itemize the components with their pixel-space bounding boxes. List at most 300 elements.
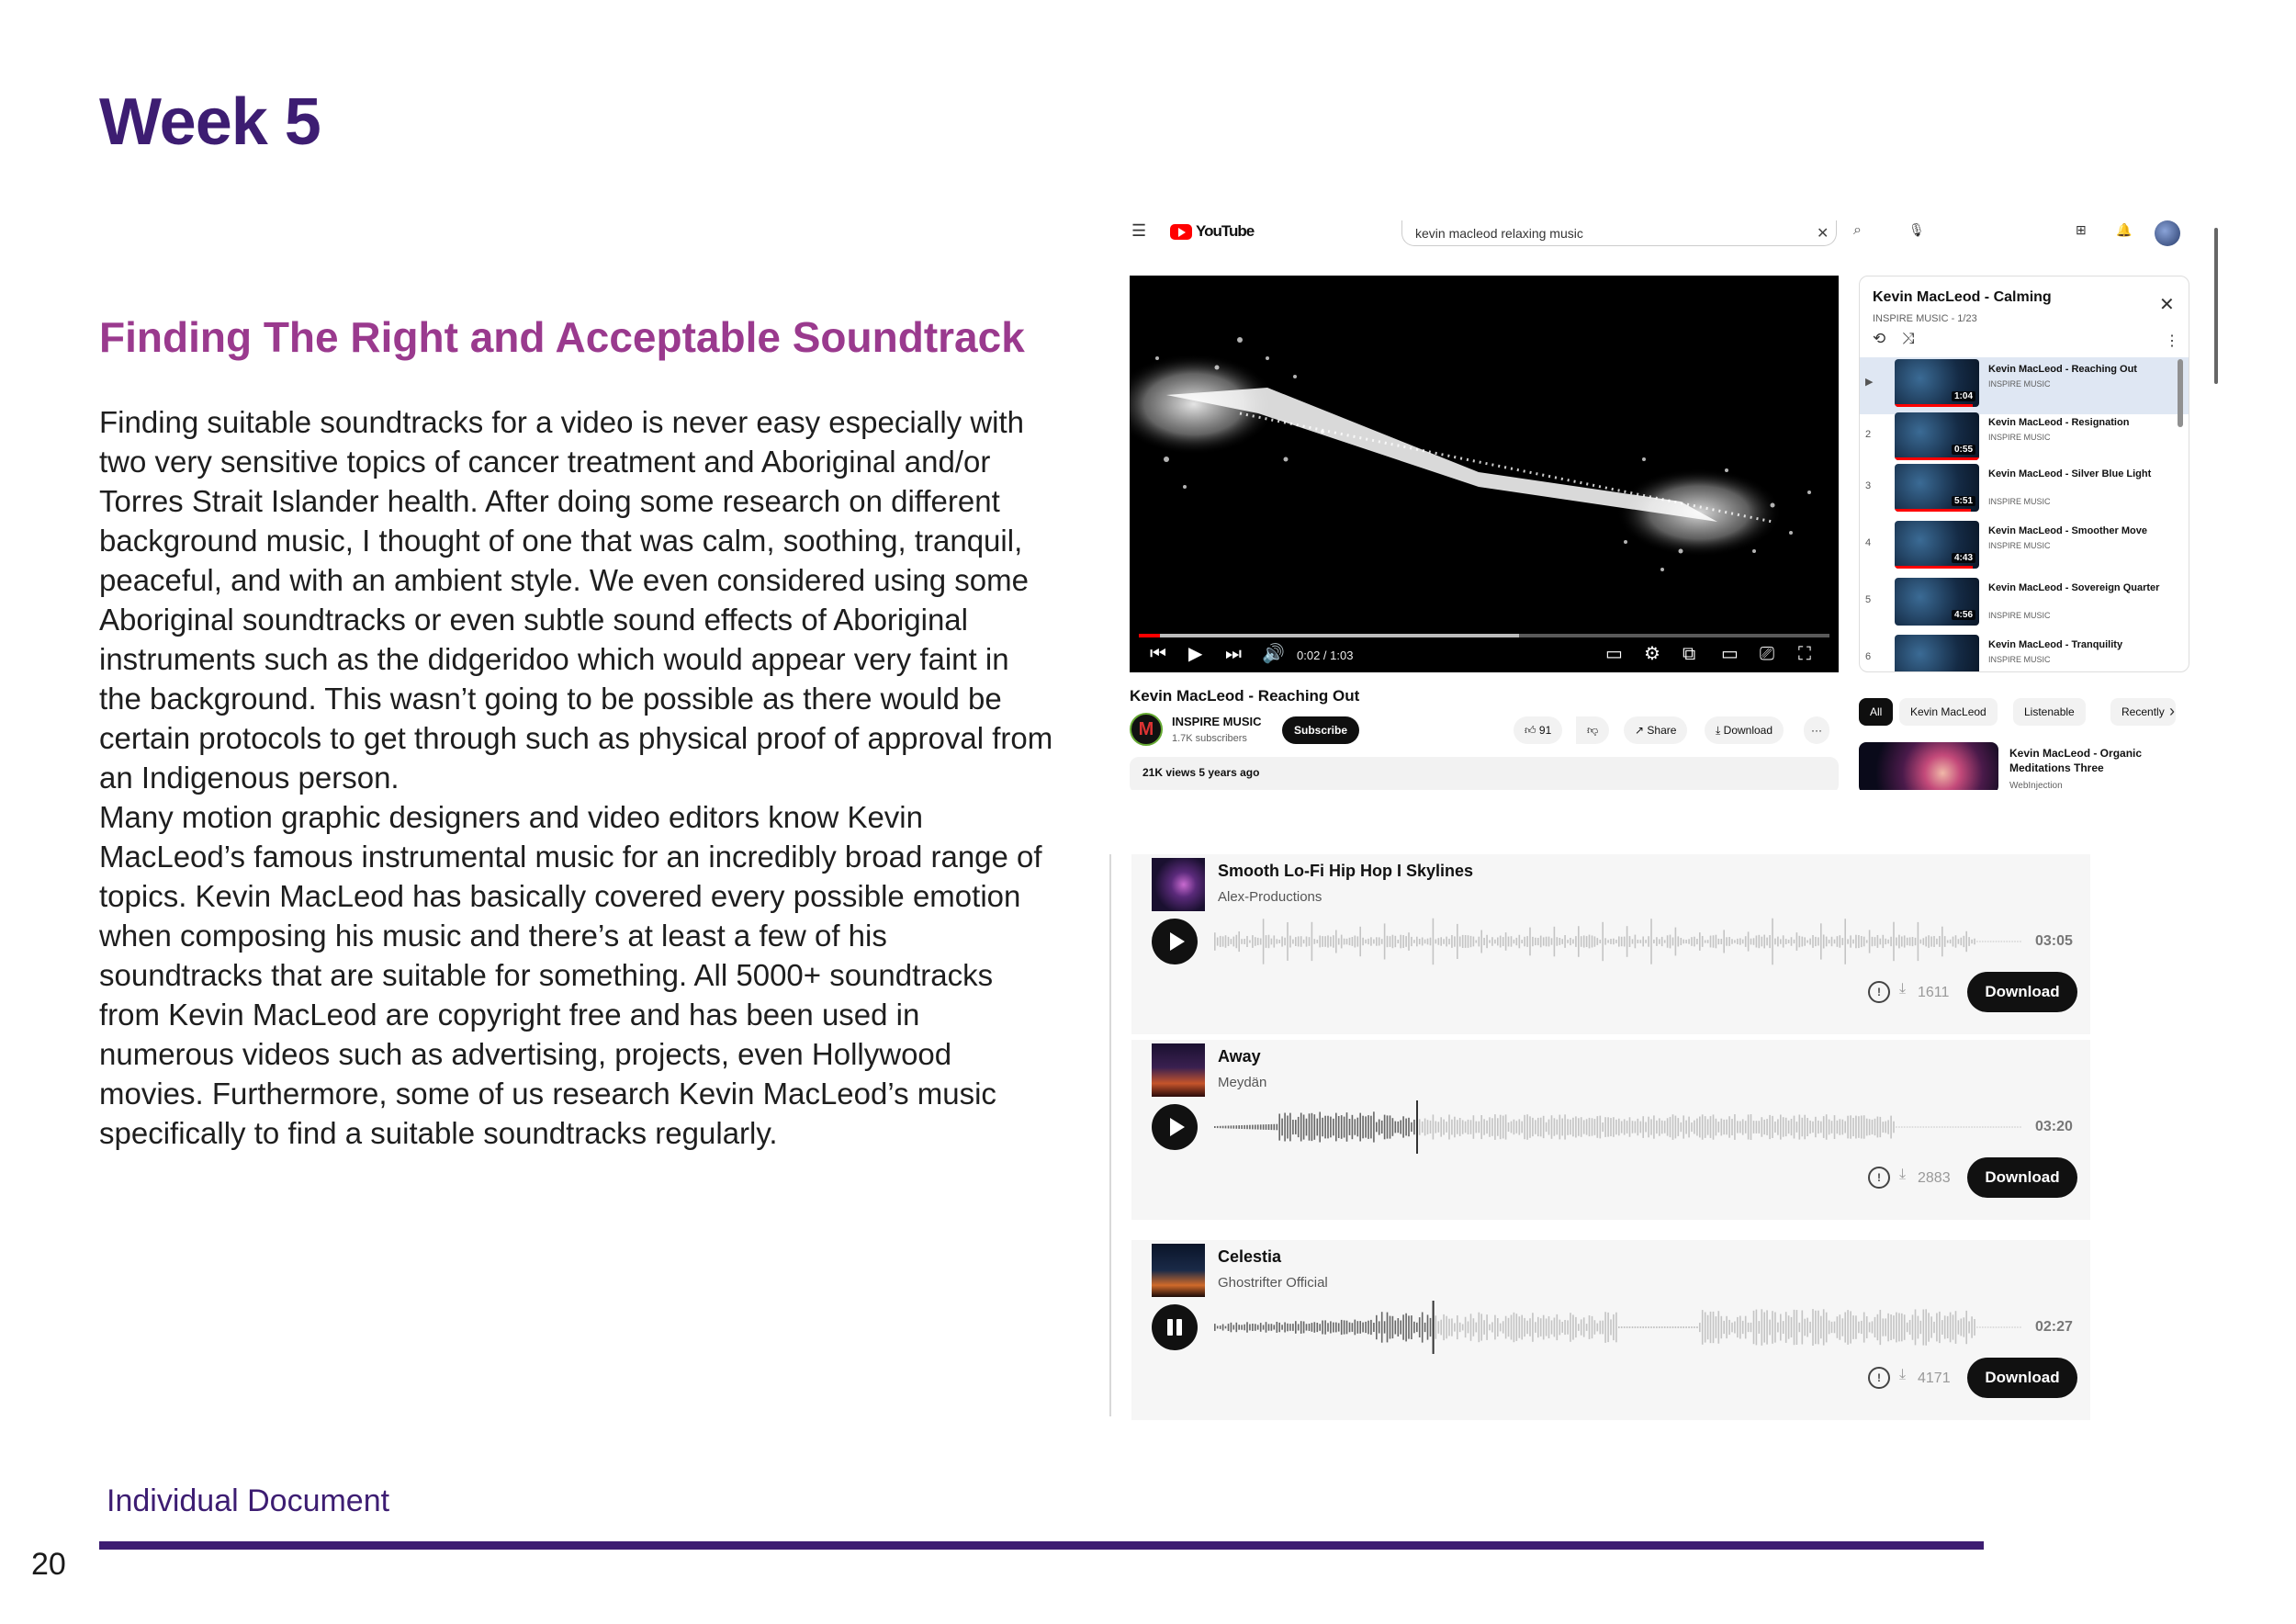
waveform-bar: [1233, 1325, 1235, 1330]
waveform-bar: [1648, 1117, 1649, 1138]
waveform-bar: [1804, 937, 1806, 945]
waveform-bar: [1483, 938, 1485, 945]
waveform-bar: [1635, 935, 1637, 949]
waveform-bar: [1745, 936, 1747, 947]
waveform-bar: [1532, 937, 1534, 946]
waveform-bar: [1753, 938, 1755, 945]
waveform-bar: [1675, 1326, 1677, 1328]
waveform-bar: [1503, 1116, 1504, 1139]
waveform-bar: [1823, 1309, 1825, 1345]
waveform-bar: [1486, 1121, 1488, 1133]
waveform-bar: [1799, 1115, 1801, 1140]
waveform-bar: [1424, 1323, 1426, 1332]
waveform-bar: [1246, 1322, 1248, 1332]
track-title[interactable]: Smooth Lo-Fi Hip Hop I Skylines: [1218, 862, 1474, 880]
waveform-bar: [1277, 1124, 1278, 1131]
page-scrollbar[interactable]: [2214, 228, 2218, 384]
waveform-bar: [1314, 1114, 1316, 1140]
playlist-item-channel: INSPIRE MUSIC: [1988, 611, 2051, 620]
waveform-bar: [1928, 1127, 1930, 1128]
play-button[interactable]: [1152, 1104, 1198, 1150]
waveform-bar: [1920, 1127, 1922, 1128]
waveform-bar: [1317, 1119, 1319, 1136]
waveform-bar: [1225, 1126, 1227, 1129]
waveform-bar: [1642, 937, 1644, 947]
waveform-bar: [1783, 1117, 1784, 1137]
playlist-scrollbar[interactable]: [2178, 359, 2183, 427]
waveform-bar: [1349, 938, 1351, 945]
waveform-bar: [1794, 1116, 1795, 1139]
waveform-bar: [1788, 1315, 1790, 1339]
waveform-bar: [1529, 1116, 1531, 1138]
waveform-bar: [1756, 1121, 1758, 1133]
waveform-bar: [1365, 1116, 1367, 1137]
waveform-bar: [1405, 936, 1407, 947]
download-count-icon: ⤓: [1899, 1167, 1907, 1182]
waveform-bar: [1731, 1119, 1733, 1135]
waveform-bar: [1257, 938, 1259, 945]
hamburger-menu-icon[interactable]: ☰: [1131, 221, 1147, 240]
waveform-bar: [1739, 938, 1741, 944]
waveform-bar: [1626, 1326, 1628, 1328]
waveform-bar: [1559, 1115, 1561, 1140]
waveform-bar: [1791, 1119, 1793, 1135]
waveform-bar: [1214, 1126, 1216, 1128]
waveform-bar: [1278, 940, 1280, 943]
waveform-bar: [1688, 1117, 1690, 1138]
waveform-bar: [1433, 919, 1435, 964]
youtube-logo[interactable]: [1170, 222, 1254, 241]
waveform-bar: [1497, 938, 1499, 946]
like-count: 91: [1538, 724, 1552, 737]
waveform-bar: [1476, 1323, 1478, 1333]
waveform-bar: [1629, 936, 1631, 947]
waveform-bar: [1842, 1318, 1844, 1336]
waveform-bar: [1961, 938, 1963, 945]
video-progress-bar[interactable]: [1139, 634, 1829, 637]
waveform-bar: [1255, 1125, 1256, 1130]
waveform-bar: [1866, 1316, 1868, 1338]
waveform-bar: [1904, 1127, 1906, 1128]
track-artist[interactable]: Alex-Productions: [1218, 889, 1322, 905]
waveform-bar: [1257, 1124, 1259, 1129]
settings-gear-icon[interactable]: ⚙: [1644, 644, 1660, 664]
track-waveform[interactable]: [1214, 915, 2022, 968]
waveform-bar: [1621, 937, 1623, 946]
waveform-bar: [1901, 1314, 1903, 1342]
waveform-bar: [1826, 1114, 1828, 1140]
waveform-bar: [1424, 940, 1426, 943]
waveform-bar: [1791, 1317, 1793, 1337]
playlist-item-index: 6: [1865, 651, 1872, 662]
waveform-bar: [1578, 1118, 1580, 1135]
playlist-item-title: Kevin MacLeod - Resignation: [1988, 417, 2130, 428]
waveform-bar: [1772, 1116, 1773, 1138]
waveform-bar: [1866, 940, 1868, 942]
waveform-bar: [1769, 1115, 1771, 1139]
playlist-panel: [1859, 276, 2189, 672]
filter-chip[interactable]: All: [1859, 698, 1893, 726]
waveform-bar: [1322, 1118, 1323, 1136]
waveform-bar: [1395, 1321, 1397, 1335]
waveform-bar: [1716, 1316, 1717, 1338]
download-button[interactable]: Download: [1967, 1358, 2077, 1398]
recommended-thumbnail[interactable]: [1859, 742, 1998, 790]
waveform-bar: [1844, 1122, 1846, 1133]
playlist-subtitle: INSPIRE MUSIC - 1/23: [1873, 313, 1977, 324]
license-info-icon[interactable]: !: [1868, 981, 1890, 1003]
waveform-bar: [1688, 1326, 1690, 1328]
waveform-bar: [1231, 1323, 1232, 1333]
waveform-bar: [1766, 1119, 1768, 1135]
pause-button[interactable]: [1152, 1304, 1198, 1350]
search-input[interactable]: kevin macleod relaxing music: [1401, 220, 1837, 246]
filter-chip[interactable]: Recently: [2110, 698, 2176, 726]
track-artwork[interactable]: [1152, 1043, 1205, 1097]
share-button[interactable]: [1624, 716, 1687, 744]
track-card: [1131, 1040, 2090, 1220]
waveform-bar: [1809, 1322, 1811, 1333]
waveform-bar: [2006, 1127, 2008, 1128]
waveform-bar: [1818, 1121, 1819, 1133]
waveform-bar: [1759, 1121, 1761, 1133]
more-vertical-icon[interactable]: ⋮: [2165, 333, 2179, 349]
subscribe-button[interactable]: Subscribe: [1282, 716, 1359, 744]
download-button[interactable]: Download: [1967, 1157, 2077, 1198]
waveform-bar: [1413, 1322, 1415, 1334]
track-artwork[interactable]: [1152, 1244, 1205, 1297]
waveform-bar: [1901, 1127, 1903, 1128]
waveform-bar: [1723, 1321, 1725, 1334]
waveform-bar: [1874, 1119, 1876, 1135]
download-count: 4171: [1918, 1370, 1951, 1386]
chevron-right-icon[interactable]: ›: [2169, 702, 2175, 720]
waveform-bar: [1642, 1116, 1644, 1138]
waveform-bar: [1236, 1323, 1238, 1332]
waveform-bar: [1462, 1120, 1464, 1133]
waveform-bar: [1465, 1317, 1467, 1338]
waveform-bar: [1993, 1127, 1995, 1128]
waveform-bar: [1225, 935, 1227, 948]
waveform-bar: [1976, 1327, 1978, 1328]
download-icon: ⤓: [1716, 724, 1721, 737]
waveform-bar: [1772, 1311, 1773, 1344]
waveform-bar: [1376, 1122, 1378, 1133]
waveform-bar: [1505, 932, 1507, 951]
track-title[interactable]: Celestia: [1218, 1247, 1282, 1266]
panel-edge: [1109, 854, 1111, 1416]
waveform-bar: [1716, 935, 1717, 949]
video-description-box[interactable]: [1130, 757, 1839, 790]
waveform-bar: [1837, 936, 1839, 947]
channel-avatar[interactable]: M: [1130, 713, 1163, 746]
waveform-bar: [1451, 1120, 1453, 1135]
waveform-bar: [1618, 1119, 1620, 1136]
waveform-bar: [1454, 1117, 1456, 1138]
waveform-bar: [1852, 940, 1854, 944]
cast-icon[interactable]: ⎚: [1760, 644, 1774, 664]
waveform-bar: [1785, 939, 1787, 944]
waveform-bar: [1564, 1114, 1566, 1139]
volume-icon[interactable]: 🔊: [1262, 644, 1285, 664]
youtube-topbar: [1128, 219, 2219, 244]
waveform-bar: [1476, 1122, 1478, 1133]
waveform-bar: [1694, 1326, 1695, 1328]
waveform-bar: [1823, 1116, 1825, 1138]
waveform-bar: [1324, 1320, 1326, 1334]
waveform-bar: [1503, 937, 1504, 946]
play-icon[interactable]: ▶: [1188, 644, 1203, 664]
playlist-item[interactable]: [1860, 576, 2189, 633]
recommended-title[interactable]: Kevin MacLeod - Organic Meditations Three: [2009, 747, 2143, 774]
waveform-bar: [1405, 1314, 1407, 1342]
playlist-item[interactable]: [1860, 519, 2189, 576]
waveform-bar: [1241, 1325, 1243, 1329]
waveform-bar: [1281, 936, 1283, 946]
waveform-bar: [1688, 939, 1690, 943]
waveform-bar: [1769, 1320, 1771, 1336]
waveform-bar: [1958, 1320, 1960, 1334]
waveform-bar: [1941, 927, 1943, 957]
loop-icon[interactable]: ⟲: [1873, 330, 1886, 347]
track-title[interactable]: Away: [1218, 1047, 1261, 1066]
waveform-bar: [1820, 1316, 1822, 1339]
waveform-bar: [1723, 930, 1725, 953]
download-button[interactable]: Download: [1967, 972, 2077, 1012]
waveform-bar: [2017, 1327, 2019, 1328]
playhead[interactable]: [1416, 1100, 1418, 1154]
waveform-bar: [1893, 1315, 1895, 1339]
waveform-bar: [1645, 1326, 1647, 1328]
like-button[interactable]: [1514, 716, 1562, 744]
notifications-bell-icon[interactable]: 🔔: [2116, 222, 2133, 237]
waveform-bar: [1847, 1116, 1849, 1139]
waveform-bar: [1842, 938, 1844, 945]
waveform-bar: [1971, 1127, 1973, 1128]
waveform-bar: [1390, 936, 1391, 947]
waveform-bar: [1664, 1326, 1666, 1328]
waveform-bar: [1327, 1323, 1329, 1331]
waveform-bar: [1327, 935, 1329, 947]
track-artwork[interactable]: [1152, 858, 1205, 911]
waveform-bar: [1295, 1120, 1297, 1134]
waveform-bar: [1459, 1118, 1461, 1136]
waveform-bar: [1266, 1124, 1267, 1130]
body-paragraph-1: Finding suitable soundtracks for a video is never easy especially with two very sensitive topics of cancer treatment and Aboriginal and/or Torres Strait Islander health. After doing some research on different background music, I thought of one that was calm, soothing, tranquil, peaceful, and with an ambient style. We even considered using some Aboriginal soundtracks or even subtle sound effects of Aboriginal instruments such as the didgeridoo which would appear very faint in the background. This wasn’t going to be possible as there would be certain protocols to get through such as physical proof of approval from an Indigenous person.: [99, 405, 1053, 795]
waveform-bar: [1503, 1321, 1504, 1333]
waveform-bar: [1716, 1119, 1717, 1136]
waveform-bar: [1246, 1125, 1248, 1129]
waveform-bar: [1640, 1326, 1642, 1328]
download-button[interactable]: [1705, 716, 1784, 744]
waveform-bar: [1604, 1117, 1606, 1137]
waveform-bar: [1535, 1322, 1536, 1333]
waveform-bar: [1309, 1324, 1311, 1331]
create-video-icon[interactable]: ⊞: [2076, 222, 2087, 237]
section-heading: Finding The Right and Acceptable Soundtrack: [99, 313, 1025, 361]
more-actions-button[interactable]: ···: [1804, 716, 1829, 744]
waveform-bar: [1683, 940, 1684, 944]
waveform-bar: [1457, 924, 1458, 959]
previous-icon[interactable]: ⏮: [1150, 644, 1166, 664]
waveform-bar: [1322, 936, 1323, 947]
footer-rule: [99, 1541, 1984, 1550]
waveform-bar: [1548, 1316, 1550, 1338]
waveform-bar: [1500, 1115, 1502, 1140]
filter-chip[interactable]: Listenable: [2013, 698, 2086, 726]
watched-progress: [1895, 457, 1979, 460]
waveform-bar: [1653, 1115, 1655, 1138]
waveform-bar: [1480, 1314, 1482, 1340]
waveform-bar: [1387, 1115, 1389, 1138]
track-waveform[interactable]: [1214, 1100, 2022, 1154]
waveform-bar: [1635, 1326, 1637, 1328]
waveform-bar: [1335, 1323, 1337, 1333]
waveform-bar: [1802, 1118, 1804, 1136]
waveform-bar: [1338, 1323, 1340, 1331]
playhead[interactable]: [1433, 1301, 1435, 1354]
account-avatar[interactable]: [2155, 220, 2180, 246]
waveform-bar: [1820, 923, 1822, 959]
waveform-bar: [1638, 940, 1639, 943]
playlist-item[interactable]: [1860, 633, 2189, 672]
waveform-bar: [1877, 1117, 1879, 1138]
license-info-icon[interactable]: !: [1868, 1167, 1890, 1189]
waveform-bar: [1742, 1119, 1744, 1134]
waveform-bar: [1855, 1315, 1857, 1339]
dislike-button[interactable]: [1576, 716, 1609, 744]
waveform-bar: [1696, 1326, 1698, 1328]
track-artist[interactable]: Meydän: [1218, 1075, 1267, 1090]
clear-search-icon[interactable]: ✕: [1817, 226, 1829, 242]
waveform-bar: [1543, 937, 1545, 945]
playlist-title[interactable]: Kevin MacLeod - Calming: [1873, 289, 2052, 305]
waveform-bar: [1314, 939, 1316, 944]
video-views-date: 21K views 5 years ago: [1142, 766, 1260, 779]
waveform-bar: [1877, 935, 1879, 948]
waveform-bar: [1419, 939, 1421, 944]
waveform-bar: [1953, 1127, 1954, 1128]
waveform-bar: [1546, 1122, 1548, 1132]
waveform-bar: [1473, 937, 1475, 947]
subtitles-icon[interactable]: ▭: [1605, 644, 1623, 664]
waveform-bar: [1263, 1325, 1265, 1330]
close-icon[interactable]: ✕: [2159, 295, 2175, 315]
play-button[interactable]: [1152, 919, 1198, 964]
waveform-bar: [1255, 1324, 1256, 1331]
waveform-bar: [1837, 1121, 1839, 1133]
waveform-bar: [1794, 1310, 1795, 1345]
filter-chip[interactable]: Kevin MacLeod: [1899, 698, 1998, 726]
channel-name[interactable]: INSPIRE MUSIC: [1172, 715, 1262, 728]
waveform-bar: [1885, 939, 1886, 944]
track-artist[interactable]: Ghostrifter Official: [1218, 1275, 1328, 1291]
waveform-bar: [2011, 1127, 2013, 1128]
microphone-icon[interactable]: 🎙: [1908, 222, 1925, 237]
theater-mode-icon[interactable]: ▭: [1721, 644, 1739, 664]
waveform-bar: [1228, 1126, 1230, 1129]
waveform-bar: [1483, 1320, 1485, 1335]
waveform-bar: [1465, 1122, 1467, 1133]
waveform-bar: [1621, 1326, 1623, 1328]
share-label: Share: [1647, 724, 1677, 737]
waveform-bar: [1543, 1315, 1545, 1340]
waveform-bar: [1422, 1313, 1424, 1343]
waveform-bar: [1586, 1324, 1588, 1331]
waveform-bar: [1796, 1122, 1798, 1133]
video-player[interactable]: [1130, 276, 1839, 672]
waveform-bar: [1748, 1114, 1750, 1139]
waveform-bar: [1231, 1125, 1232, 1128]
waveform-bar: [1823, 935, 1825, 949]
waveform-bar: [1618, 936, 1620, 946]
waveform-bar: [1604, 1312, 1606, 1343]
waveform-bar: [1955, 1127, 1957, 1128]
waveform-bar: [1367, 1115, 1369, 1139]
footer-label: Individual Document: [107, 1483, 390, 1518]
waveform-bar: [1306, 937, 1308, 947]
waveform-bar: [1613, 1314, 1615, 1340]
next-icon[interactable]: ⏭: [1225, 644, 1242, 664]
waveform-bar: [1650, 1119, 1652, 1134]
waveform-bar: [1357, 1321, 1359, 1334]
download-count-icon: ⤓: [1899, 981, 1907, 997]
waveform-bar: [1581, 1117, 1582, 1137]
waveform-bar: [1602, 1321, 1604, 1335]
waveform-bar: [1681, 1122, 1683, 1132]
waveform-bar: [1659, 939, 1660, 943]
waveform-bar: [1554, 1118, 1556, 1135]
waveform-bar: [1516, 1121, 1518, 1133]
waveform-bar: [1583, 1120, 1585, 1133]
waveform-bar: [1317, 1323, 1319, 1332]
waveform-bar: [1721, 939, 1723, 944]
search-icon[interactable]: ⌕: [1853, 222, 1862, 238]
fullscreen-icon[interactable]: ⛶: [1798, 644, 1811, 664]
waveform-bar: [1298, 936, 1300, 946]
track-waveform[interactable]: [1214, 1301, 2022, 1354]
shuffle-icon[interactable]: ⤨: [1902, 330, 1915, 347]
waveform-bar: [1699, 1323, 1701, 1332]
waveform-bar: [1650, 1326, 1652, 1328]
waveform-bar: [1632, 939, 1634, 943]
playlist-item-duration: 4:43: [1952, 553, 1975, 563]
playlist-item[interactable]: [1860, 357, 2189, 414]
waveform-bar: [1685, 1121, 1687, 1134]
waveform-bar: [1950, 1127, 1952, 1128]
waveform-bar: [1298, 1117, 1300, 1137]
playlist-item[interactable]: [1860, 462, 2189, 519]
waveform-bar: [1872, 937, 1874, 946]
waveform-bar: [1526, 1114, 1528, 1140]
waveform-bar: [1728, 1116, 1730, 1138]
miniplayer-icon[interactable]: ⧉: [1683, 644, 1696, 664]
waveform-bar: [1480, 930, 1482, 953]
playlist-item[interactable]: [1860, 411, 2189, 468]
waveform-bar: [1912, 937, 1914, 946]
waveform-bar: [1799, 1323, 1801, 1332]
waveform-bar: [1742, 1321, 1744, 1334]
waveform-bar: [1244, 1125, 1245, 1129]
license-info-icon[interactable]: !: [1868, 1367, 1890, 1389]
waveform-bar: [1370, 937, 1372, 945]
waveform-bar: [1880, 1310, 1882, 1345]
waveform-bar: [1737, 939, 1739, 944]
waveform-bar: [1869, 1323, 1871, 1333]
waveform-bar: [1411, 1315, 1412, 1339]
waveform-bar: [1365, 1322, 1367, 1333]
waveform-bar: [1834, 940, 1836, 944]
